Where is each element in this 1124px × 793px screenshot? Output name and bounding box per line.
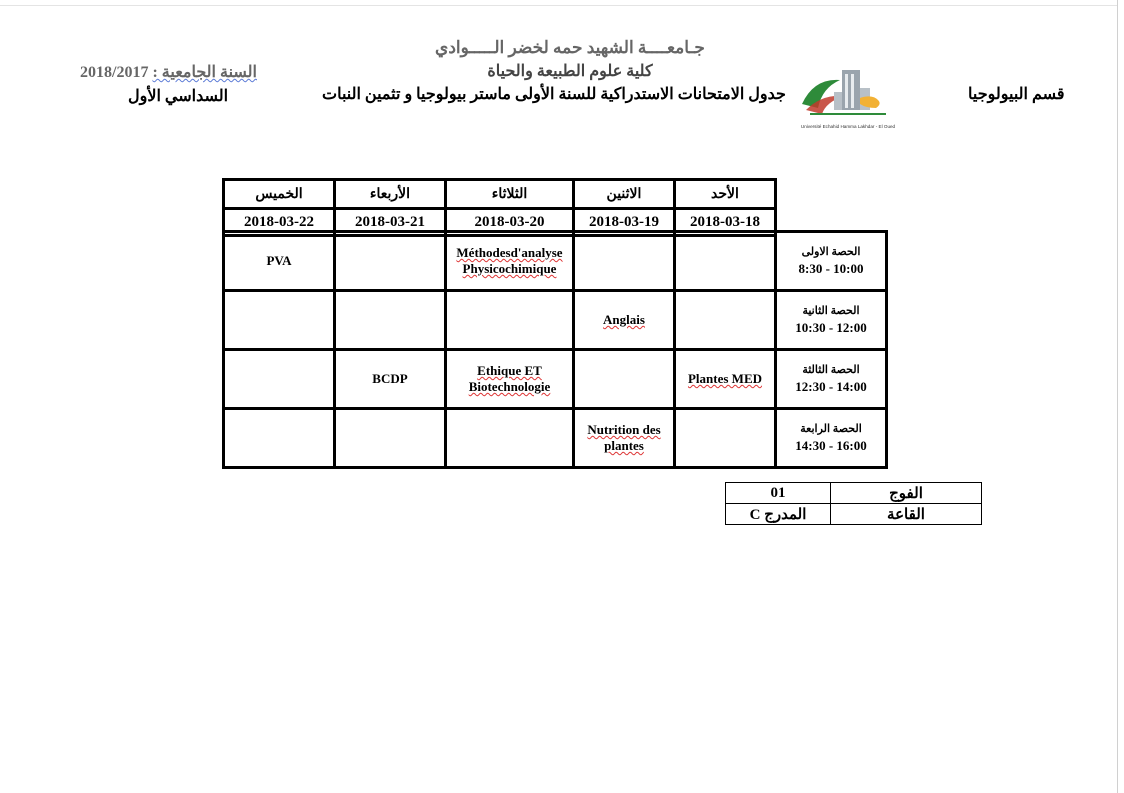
slot-name: الحصة الرابعة (800, 423, 862, 435)
logo-caption: Université Echahid Hamma Lakhdar - El Oued (800, 124, 896, 129)
exam-schedule-table (222, 230, 888, 469)
department-name: قسم البيولوجيا (968, 86, 1065, 103)
academic-year-label: السنة الجامعية : (152, 64, 257, 81)
slot-time: 14:30 - 16:00 (795, 438, 867, 453)
date-header: 2018-03-21 (335, 209, 446, 236)
page-edge-right (1117, 0, 1118, 793)
day-header-table (222, 178, 777, 237)
exam-cell (446, 350, 574, 409)
exam-cell (675, 350, 776, 409)
slot-name: الحصة الثانية (802, 305, 860, 317)
day-row (224, 180, 776, 209)
day-header: الأحد (675, 180, 776, 209)
slot-name: الحصة الاولى (801, 246, 861, 258)
exam-cell (675, 232, 776, 291)
day-header: الاثنين (574, 180, 675, 209)
academic-year (80, 62, 257, 82)
group-label: الفوج (831, 483, 982, 504)
exam-cell (574, 232, 675, 291)
exam-cell-text: Anglais (603, 312, 645, 327)
exam-cell (675, 409, 776, 468)
table-row (224, 350, 887, 409)
exam-cell (335, 232, 446, 291)
date-header: 2018-03-20 (446, 209, 574, 236)
slot-time: 10:30 - 12:00 (795, 320, 867, 335)
exam-cell: BCDP (335, 350, 446, 409)
exam-cell-text: Plantes MED (687, 371, 763, 386)
page-edge-top (0, 5, 1118, 6)
date-header: 2018-03-18 (675, 209, 776, 236)
day-header: الثلاثاء (446, 180, 574, 209)
exam-cell (675, 291, 776, 350)
date-header: 2018-03-22 (224, 209, 335, 236)
exam-cell (446, 291, 574, 350)
slot-time: 8:30 - 10:00 (798, 261, 864, 276)
exam-cell (446, 232, 574, 291)
date-header: 2018-03-19 (574, 209, 675, 236)
table-row (224, 291, 887, 350)
group-row (726, 483, 982, 504)
room-value: المدرج C (726, 504, 831, 525)
semester: السداسي الأول (128, 88, 229, 105)
time-slot-cell (776, 291, 887, 350)
slot-name: الحصة الثالثة (802, 364, 860, 376)
exam-cell (574, 409, 675, 468)
exam-cell-text: Nutrition des plantes (587, 422, 661, 453)
university-name: جـامعــــة الشهيد حمه لخضر الـــــوادي (435, 38, 705, 57)
exam-cell-text: Ethique ET Biotechnologie (468, 363, 551, 394)
time-slot-cell (776, 350, 887, 409)
academic-year-value: 2018/2017 (80, 64, 149, 81)
table-row (224, 409, 887, 468)
exam-cell (335, 409, 446, 468)
exam-cell (335, 291, 446, 350)
schedule-title: جدول الامتحانات الاستدراكية للسنة الأولى ماستر بيولوجيا و تثمين النبات (322, 86, 786, 103)
exam-cell (574, 350, 675, 409)
exam-cell: PVA (224, 232, 335, 291)
exam-cell (574, 291, 675, 350)
day-header: الخميس (224, 180, 335, 209)
room-label: القاعة (831, 504, 982, 525)
faculty-name: كلية علوم الطبيعة والحياة (487, 63, 653, 80)
exam-cell-text: Méthodesd'analyse Physicochimique (456, 245, 563, 276)
exam-cell (446, 409, 574, 468)
university-logo-icon (796, 64, 900, 136)
group-value: 01 (726, 483, 831, 504)
day-header: الأربعاء (335, 180, 446, 209)
group-room-table (725, 482, 982, 525)
slot-time: 12:30 - 14:00 (795, 379, 867, 394)
table-row (224, 232, 887, 291)
time-slot-cell (776, 232, 887, 291)
exam-cell (224, 350, 335, 409)
time-slot-cell (776, 409, 887, 468)
exam-cell (224, 409, 335, 468)
room-row (726, 504, 982, 525)
exam-cell (224, 291, 335, 350)
